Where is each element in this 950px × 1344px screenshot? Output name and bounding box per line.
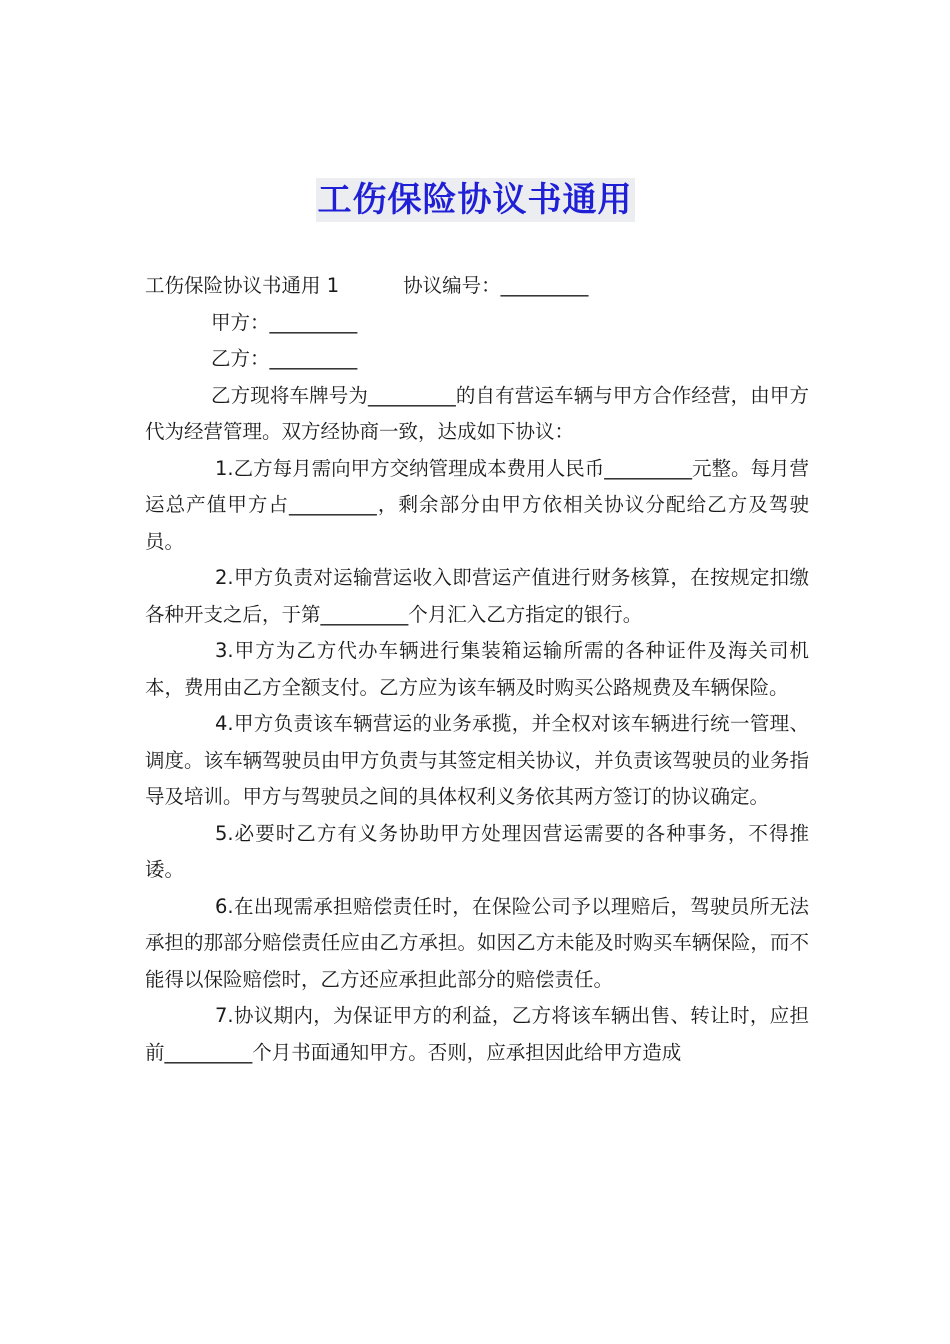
clause-2: 2.甲方负责对运输营运收入即营运产值进行财务核算，在按规定扣缴各种开支之后，于第_________个月汇入乙方指定的银行。 bbox=[145, 566, 809, 626]
party-a-line: 甲方：_________ bbox=[211, 310, 358, 334]
intro-paragraph: 乙方现将车牌号为_________的自有营运车辆与甲方合作经营，由甲方代为经营管理。双方经协商一致，达成如下协议： bbox=[145, 383, 809, 443]
clause-7: 7.协议期内，为保证甲方的利益，乙方将该车辆出售、转让时，应担前_________个月书面通知甲方。否则，应承担因此给甲方造成 bbox=[145, 1004, 809, 1064]
clause-4: 4.甲方负责该车辆营运的业务承揽，并全权对该车辆进行统一管理、调度。该车辆驾驶员由甲方负责与其签定相关协议，并负责该驾驶员的业务指导及培训。甲方与驾驶员之间的具体权利义务依其两方签订的协议确定。 bbox=[145, 712, 809, 808]
clause-5: 5.必要时乙方有义务协助甲方处理因营运需要的各种事务，不得推诿。 bbox=[145, 821, 809, 881]
document-body bbox=[145, 268, 809, 1071]
agreement-number: 协议编号：_________ bbox=[403, 274, 589, 297]
title-container bbox=[0, 178, 950, 222]
clause-1: 1.乙方每月需向甲方交纳管理成本费用人民币_________元整。每月营运总产值甲方占_________，剩余部分由甲方依相关协议分配给乙方及驾驶员。 bbox=[145, 456, 809, 553]
header-line bbox=[145, 268, 809, 305]
section-heading: 工伤保险协议书通用 1 bbox=[145, 274, 340, 297]
document-title: 工伤保险协议书通用 bbox=[317, 180, 633, 220]
clause-6: 6.在出现需承担赔偿责任时，在保险公司予以理赔后，驾驶员所无法承担的那部分赔偿责任应由乙方承担。如因乙方未能及时购买车辆保险，而不能得以保险赔偿时，乙方还应承担此部分的赔偿责任。 bbox=[145, 894, 809, 991]
party-b-line: 乙方：_________ bbox=[211, 347, 358, 370]
clause-3: 3.甲方为乙方代办车辆进行集装箱运输所需的各种证件及海关司机本，费用由乙方全额支付。乙方应为该车辆及时购买公路规费及车辆保险。 bbox=[145, 639, 809, 699]
